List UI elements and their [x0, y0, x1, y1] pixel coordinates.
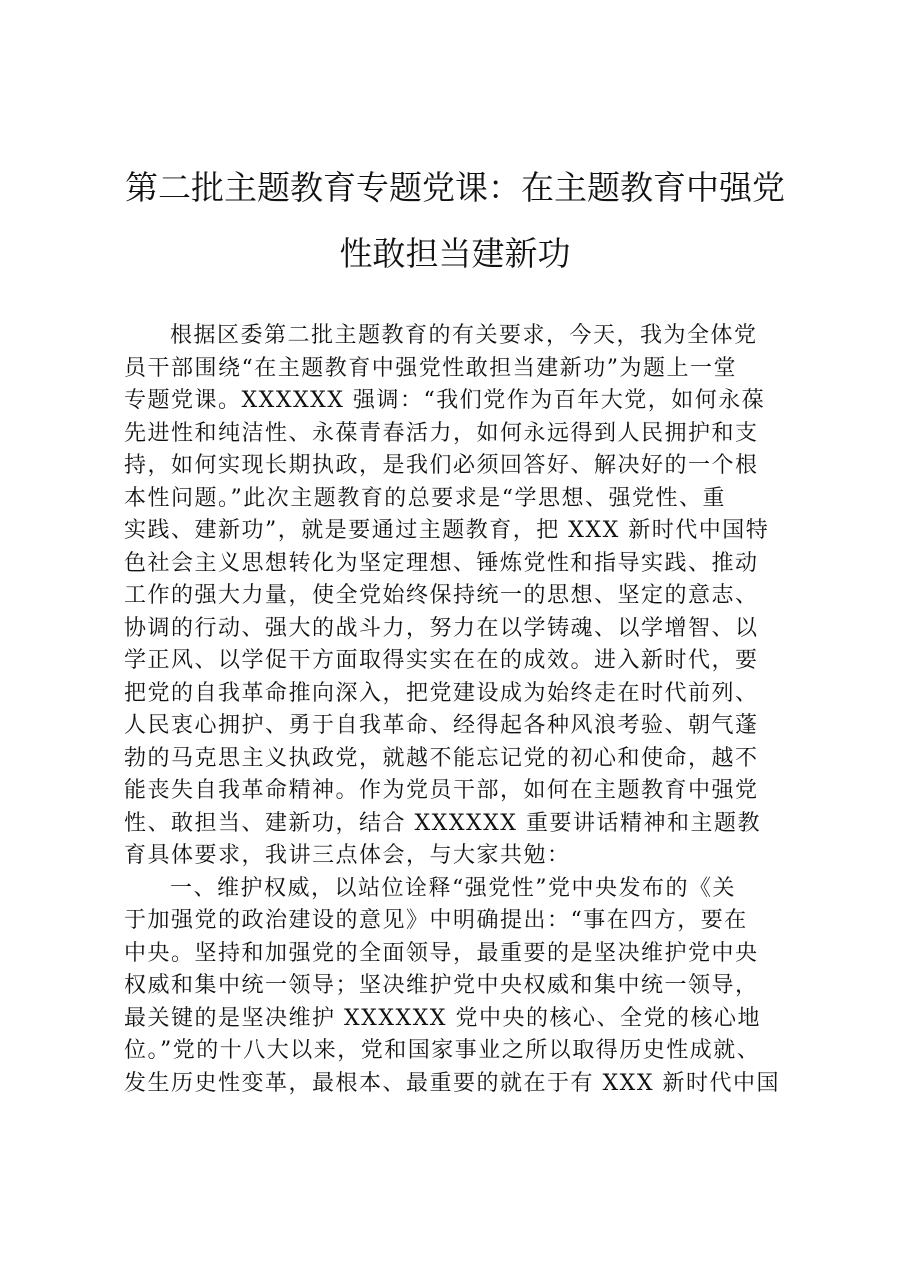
document-body	[124, 320, 804, 1100]
body-text-line: 根据区委第二批主题教育的有关要求，今天，我为全体党	[170, 323, 758, 348]
body-text-line: 中央。坚持和加强党的全面领导，最重要的是坚决维护党中央	[124, 940, 759, 966]
body-text-line: 实践、建新功”，就是要通过主题教育，把 XXX 新时代中国特	[124, 518, 770, 543]
body-text-line: 勃的马克思主义执政党，就越不能忘记党的初心和使命，越不	[124, 745, 759, 771]
body-text-line: 发生历史性变革，最根本、最重要的就在于有 XXX 新时代中国	[124, 1070, 780, 1096]
body-text-line: 性、敢担当、建新功，结合 XXXXXX 重要讲话精神和主题教	[124, 810, 761, 836]
body-text-line: 把党的自我革命推向深入，把党建设成为始终走在时代前列、	[124, 680, 759, 706]
body-text-line: 协调的行动、强大的战斗力，努力在以学铸魂、以学增智、以	[124, 615, 759, 641]
body-text-line: 一、维护权威，以站位诠释“强党性”党中央发布的《关	[170, 875, 736, 901]
body-text-line: 权威和集中统一领导；坚决维护党中央权威和集中统一领导，	[124, 973, 759, 998]
body-text-line: 育具体要求，我讲三点体会，与大家共勉：	[124, 843, 571, 868]
body-text-line: 人民衷心拥护、勇于自我革命、经得起各种风浪考验、朝气蓬	[124, 713, 759, 738]
body-text-line: 本性问题。”此次主题教育的总要求是“学思想、强党性、重	[124, 485, 726, 511]
body-text-line: 色社会主义思想转化为坚定理想、锤炼党性和指导实践、推动	[124, 550, 759, 576]
body-text-line: 工作的强大力量，使全党始终保持统一的思想、坚定的意志、	[124, 583, 759, 608]
document-title-line-1: 第二批主题教育专题党课：在主题教育中强党	[125, 168, 785, 207]
body-text-line: 位。”党的十八大以来，党和国家事业之所以取得历史性成就、	[124, 1038, 761, 1063]
body-text-line: 先进性和纯洁性、永葆青春活力，如何永远得到人民拥护和支	[124, 420, 759, 446]
document-title-line-2: 性敢担当建新功	[339, 234, 571, 273]
body-text-line: 学正风、以学促干方面取得实实在在的成效。进入新时代，要	[124, 648, 759, 673]
body-text-line: 能丧失自我革命精神。作为党员干部，如何在主题教育中强党	[124, 778, 759, 803]
body-text-line: 于加强党的政治建设的意见》中明确提出：“事在四方，要在	[124, 908, 748, 933]
body-text-line: 专题党课。XXXXXX 强调：“我们党作为百年大党，如何永葆	[124, 388, 766, 413]
body-text-line: 持，如何实现长期执政，是我们必须回答好、解决好的一个根	[124, 453, 759, 478]
body-text-line: 员干部围绕“在主题教育中强党性敢担当建新功”为题上一堂	[124, 355, 737, 381]
body-text-line: 最关键的是坚决维护 XXXXXX 党中央的核心、全党的核心地	[124, 1005, 761, 1031]
